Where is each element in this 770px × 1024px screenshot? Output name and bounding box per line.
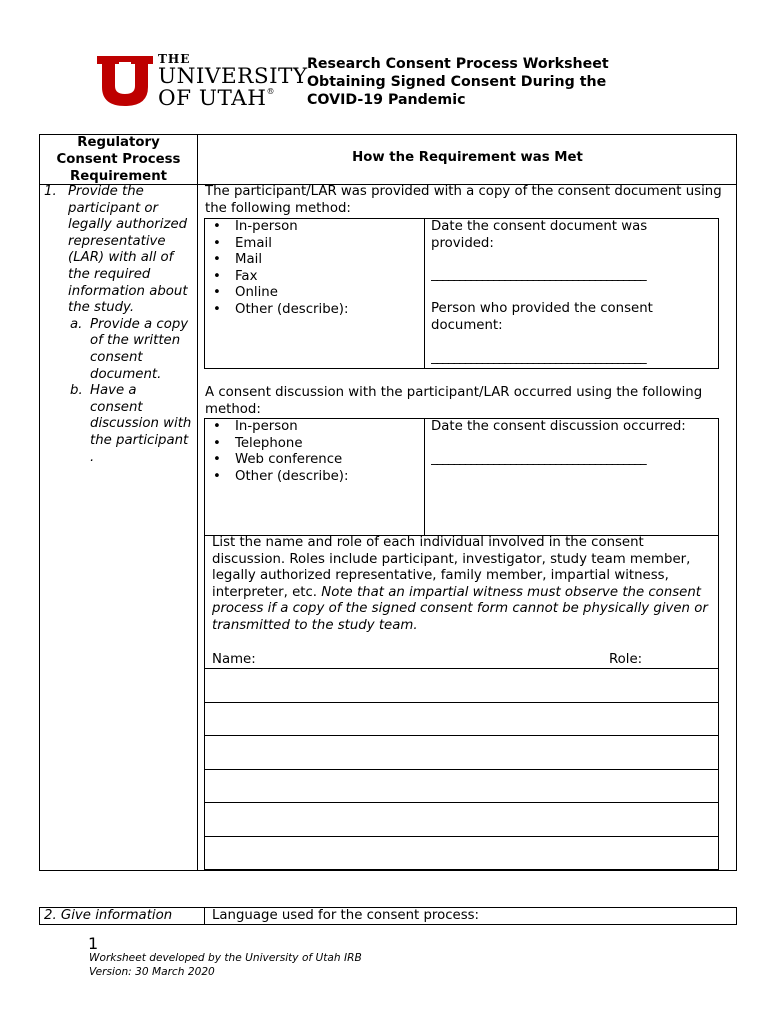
university-of-utah-logo-icon bbox=[97, 56, 153, 106]
copy-box-divider bbox=[424, 218, 425, 369]
copy-date-line[interactable]: ______________________________________ bbox=[431, 267, 646, 282]
requirement-1 bbox=[44, 184, 192, 466]
title-line-1: Research Consent Process Worksheet bbox=[307, 56, 609, 72]
method-fax: • Fax bbox=[205, 269, 423, 286]
impartial-witness-note: Note that an impartial witness must observe the consent process if a copy of the signed consent form cannot be physically given or transmitted to the study team. bbox=[212, 584, 708, 633]
header-line: Consent Process bbox=[56, 152, 181, 167]
column-divider bbox=[197, 134, 198, 871]
method-mail: • Mail bbox=[205, 252, 423, 269]
footer-text bbox=[89, 951, 362, 979]
method-in-person: • In-person bbox=[205, 419, 423, 436]
requirement-2-text: 2. Give information bbox=[44, 908, 173, 923]
sub-text: Have a consent discussion with the participant bbox=[90, 383, 192, 448]
individual-row[interactable] bbox=[205, 837, 718, 869]
column-divider bbox=[204, 907, 205, 925]
method-telephone: • Telephone bbox=[205, 436, 423, 453]
method-email: • Email bbox=[205, 236, 423, 253]
requirement-number: 1. bbox=[44, 184, 57, 199]
header-line: Requirement bbox=[69, 169, 168, 184]
copy-method-list bbox=[205, 219, 423, 319]
logo-of-utah: OF UTAH® bbox=[158, 85, 275, 111]
logo-the: THE bbox=[158, 52, 191, 66]
method-web-conference: • Web conference bbox=[205, 452, 423, 469]
title-line-2: Obtaining Signed Consent During the bbox=[307, 74, 607, 90]
method-in-person: • In-person bbox=[205, 219, 423, 236]
individuals-text: List the name and role of each individual involved in the consent discussion. Roles include participant, investigator, study team member, legally authorized representative, family member, impartial witness, interpreter, etc. bbox=[212, 535, 691, 600]
role-label: Role: bbox=[609, 652, 643, 667]
page-number: 1 bbox=[88, 934, 99, 953]
sub-requirement-a bbox=[70, 316, 192, 383]
language-label: Language used for the consent process: bbox=[212, 908, 480, 923]
footer-line-1: Worksheet developed by the University of Utah IRB bbox=[89, 952, 362, 964]
individual-row[interactable] bbox=[205, 669, 718, 702]
discussion-date-line[interactable]: ______________________________________ bbox=[431, 451, 646, 466]
document-title bbox=[307, 55, 609, 109]
method-other: • Other (describe): bbox=[205, 469, 423, 486]
logo-wordmark bbox=[158, 53, 308, 109]
method-other: • Other (describe): bbox=[205, 302, 423, 319]
right-column-header: How the Requirement was Met bbox=[352, 150, 583, 165]
header-line: Regulatory bbox=[77, 135, 160, 150]
copy-method-intro: The participant/LAR was provided with a copy of the consent document using the following method: bbox=[205, 184, 722, 216]
individual-row[interactable] bbox=[205, 770, 718, 802]
logo-university: UNIVERSITY bbox=[158, 64, 308, 89]
copy-date-label: Date the consent document was provided: bbox=[431, 219, 648, 251]
name-label: Name: bbox=[212, 652, 256, 667]
discussion-box-divider bbox=[424, 418, 425, 535]
title-line-3: COVID-19 Pandemic bbox=[307, 92, 466, 108]
individual-row[interactable] bbox=[205, 736, 718, 769]
copy-person-line[interactable]: ______________________________________ bbox=[431, 350, 646, 365]
discussion-method-list bbox=[205, 419, 423, 485]
requirement-text: Provide the participant or legally authorized representative (LAR) with all of the required information about the study. bbox=[68, 184, 188, 316]
sub-label: b. bbox=[70, 383, 83, 399]
sub-label: a. bbox=[70, 316, 83, 332]
sub-trail: . bbox=[90, 449, 95, 465]
footer-line-2: Version: 30 March 2020 bbox=[89, 966, 215, 978]
individual-row[interactable] bbox=[205, 803, 718, 836]
method-online: • Online bbox=[205, 285, 423, 302]
individual-row[interactable] bbox=[205, 703, 718, 735]
sub-requirement-b bbox=[70, 383, 192, 466]
copy-person-label: Person who provided the consent document: bbox=[431, 301, 653, 333]
individuals-instructions bbox=[212, 535, 714, 635]
sub-text: Provide a copy of the written consent document. bbox=[90, 316, 189, 382]
left-column-header bbox=[40, 134, 197, 185]
discussion-method-intro: A consent discussion with the participant/LAR occurred using the following method: bbox=[205, 385, 703, 417]
discussion-date-label: Date the consent discussion occurred: bbox=[431, 419, 686, 434]
